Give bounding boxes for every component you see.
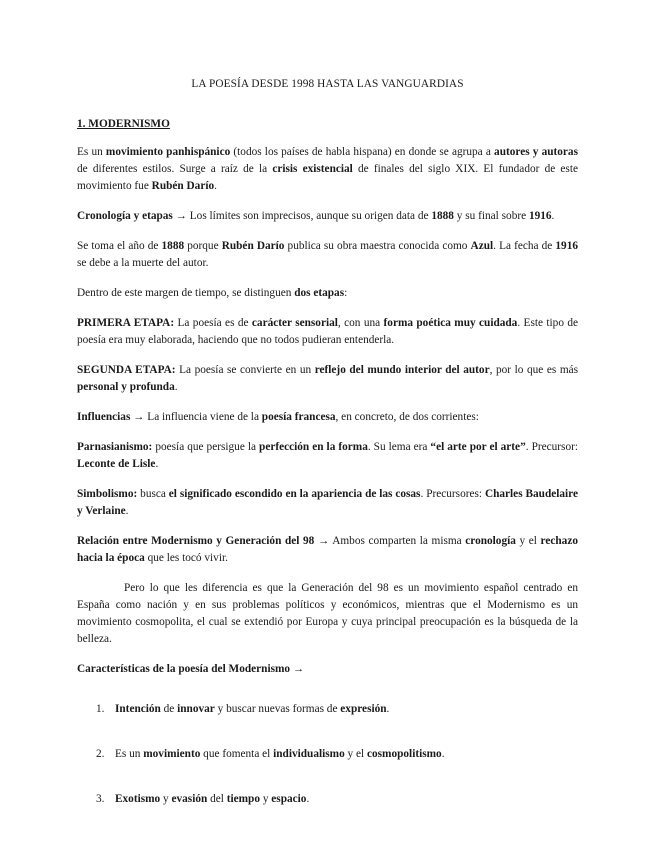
- text-run: de diferentes estilos. Surge a raíz de la: [77, 163, 273, 175]
- paragraph-fechas: [77, 238, 578, 272]
- bold-term: Exotismo: [115, 793, 161, 805]
- text-run: y el: [515, 535, 541, 547]
- bold-term: personal y profunda: [77, 381, 175, 393]
- bold-term: espacio: [271, 793, 307, 805]
- text-run: . Precursores:: [420, 488, 485, 500]
- subheading-caracteristicas: Características de la poesía del Modernismo →: [77, 663, 305, 675]
- text-run: de finales del siglo XIX. El fundador de este movimiento fue: [77, 163, 578, 192]
- text-run: , con una: [337, 317, 384, 329]
- bold-term: Cronología y etapas: [77, 210, 173, 222]
- text-run: y el: [344, 748, 367, 760]
- bold-term: movimiento: [143, 748, 201, 760]
- bold-term: 1888: [431, 210, 454, 222]
- list-item: [77, 791, 578, 808]
- document-title: LA POESÍA DESDE 1998 HASTA LAS VANGUARDIAS: [191, 78, 464, 90]
- text-run: → La influencia viene de la: [130, 411, 262, 423]
- bold-term: Azul: [470, 240, 494, 252]
- paragraph-segunda-etapa: [77, 362, 578, 396]
- text-run: , en concreto, de dos corrientes:: [335, 411, 479, 423]
- paragraph-parnasianismo: [77, 439, 578, 473]
- list-item: [77, 701, 578, 718]
- bold-term: autores y autoras: [494, 146, 578, 158]
- text-run: se debe a la muerte del autor.: [77, 257, 209, 269]
- list-number: 3.: [96, 793, 105, 805]
- bold-term: innovar: [177, 703, 215, 715]
- bold-term: tiempo: [226, 793, 260, 805]
- paragraph-etapas: [77, 285, 578, 302]
- text-run: poesía que persigue la: [152, 441, 260, 453]
- bold-term: Relación entre Modernismo y Generación del 98: [77, 535, 315, 547]
- bold-term: 1916: [528, 210, 552, 222]
- bold-term: crisis existencial: [272, 163, 353, 175]
- list-number: 2.: [96, 748, 105, 760]
- bold-term: Charles Baudelaire y Verlaine: [77, 488, 579, 517]
- bold-term: PRIMERA ETAPA:: [77, 317, 175, 329]
- paragraph-influencias: [77, 409, 578, 426]
- bold-term: 1916: [555, 240, 578, 252]
- bold-term: SEGUNDA ETAPA:: [77, 364, 176, 376]
- bold-term: individualismo: [273, 748, 345, 760]
- text-run: . Su lema era: [367, 441, 431, 453]
- bold-term: reflejo del mundo interior del autor: [314, 364, 490, 376]
- bold-term: cosmopolitismo: [367, 748, 442, 760]
- bold-term: 1888: [161, 240, 185, 252]
- bold-term: forma poética muy cuidada: [383, 317, 518, 329]
- text-run: (todos los países de habla hispana) en donde se agrupa a: [230, 146, 495, 158]
- text-run: Es un: [115, 748, 144, 760]
- text-run: y: [160, 793, 172, 805]
- text-run: Se toma el año de: [77, 240, 162, 252]
- bold-term: dos etapas: [294, 287, 345, 299]
- section-heading-modernismo: 1. MODERNISMO: [77, 118, 170, 130]
- text-run: .: [174, 381, 178, 393]
- bold-term: Rubén Darío: [151, 180, 215, 192]
- text-run: Dentro de este margen de tiempo, se distinguen: [77, 287, 295, 299]
- paragraph-relacion: [77, 533, 578, 567]
- bold-term: Leconte de Lisle: [77, 458, 156, 470]
- bold-term: “el arte por el arte”: [430, 441, 526, 453]
- text-run: de: [160, 703, 178, 715]
- text-run: → Ambos comparten la misma: [314, 535, 466, 547]
- bold-term: evasión: [171, 793, 208, 805]
- text-run: .: [155, 458, 159, 470]
- text-run: que fomenta el: [200, 748, 274, 760]
- bold-term: rechazo hacia la época: [77, 535, 578, 564]
- list-item: [77, 746, 578, 763]
- bold-term: Rubén Darío: [221, 240, 285, 252]
- text-run: . Este tipo de poesía era muy elaborada, haciendo que no todos pudieran entenderla.: [77, 317, 579, 346]
- text-run: .: [214, 180, 217, 192]
- bold-term: poesía francesa: [261, 411, 336, 423]
- text-run: .: [306, 793, 310, 805]
- text-run: que les tocó vivir.: [144, 552, 228, 564]
- bold-term: Influencias: [77, 411, 131, 423]
- bold-term: el significado escondido en la apariencia de las cosas: [168, 488, 421, 500]
- text-run: → Los límites son imprecisos, aunque su origen data de: [172, 210, 432, 222]
- text-run: .: [441, 748, 445, 760]
- text-run: , por lo que es más: [489, 364, 579, 376]
- text-run: porque: [184, 240, 222, 252]
- bold-term: movimiento panhispánico: [105, 146, 231, 158]
- text-run: . La fecha de: [493, 240, 556, 252]
- text-run: y su final sobre: [453, 210, 529, 222]
- text-run: .: [386, 703, 390, 715]
- bold-term: Intención: [115, 703, 161, 715]
- text-run: La poesía es de: [174, 317, 252, 329]
- text-run: . Precursor:: [525, 441, 579, 453]
- bold-term: cronología: [465, 535, 516, 547]
- text-run: La poesía se convierte en un: [175, 364, 315, 376]
- text-run: publica su obra maestra conocida como: [284, 240, 471, 252]
- text-run: y buscar nuevas formas de: [214, 703, 341, 715]
- bold-term: Parnasianismo:: [77, 441, 153, 453]
- bold-term: perfección en la forma: [259, 441, 368, 453]
- characteristics-list: [77, 701, 578, 808]
- paragraph-diferencias: Pero lo que les diferencia es que la Generación del 98 es un movimiento español centrado en España como nación y en sus problemas políticos y económicos, mientras que el Modernismo es un movimiento cosmopolita, el cual se extendió por Europa y cuya principal preocupación es la búsqueda de la belleza.: [77, 582, 578, 645]
- list-number: 1.: [96, 703, 105, 715]
- text-run: busca: [137, 488, 169, 500]
- text-run: Es un: [77, 146, 106, 158]
- text-run: del: [207, 793, 227, 805]
- bold-term: expresión: [340, 703, 387, 715]
- paragraph-cronologia: [77, 208, 578, 225]
- text-run: .: [551, 210, 555, 222]
- bold-term: Simbolismo:: [77, 488, 138, 500]
- text-run: .: [125, 505, 129, 517]
- paragraph-primera-etapa: [77, 315, 578, 349]
- text-run: :: [344, 287, 348, 299]
- bold-term: carácter sensorial: [251, 317, 338, 329]
- text-run: y: [260, 793, 272, 805]
- paragraph-intro: [77, 144, 578, 195]
- paragraph-simbolismo: [77, 486, 578, 520]
